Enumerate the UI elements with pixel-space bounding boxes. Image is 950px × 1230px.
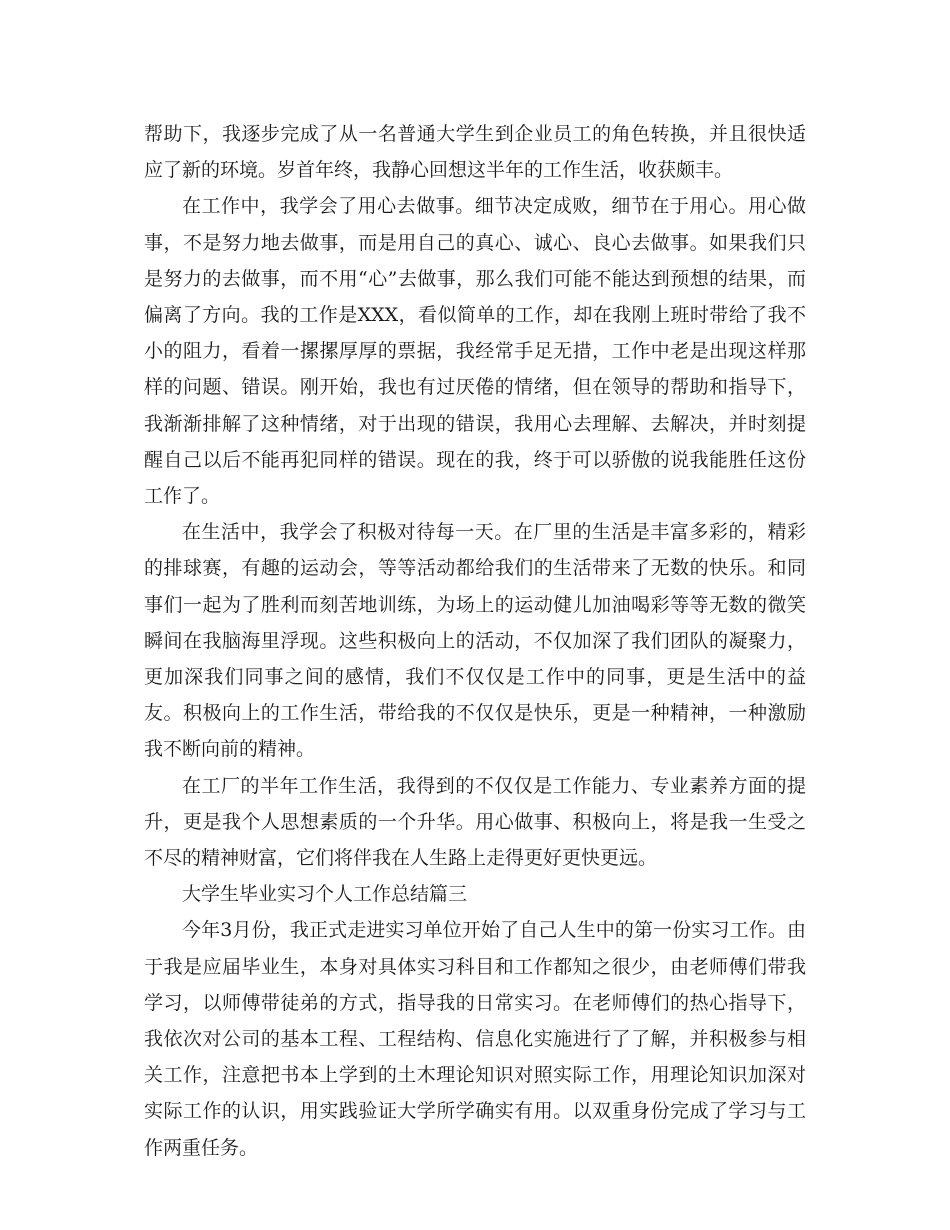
paragraph-3: 在生活中，我学会了积极对待每一天。在厂里的生活是丰富多彩的，精彩的排球赛，有趣的运动会，等等活动都给我们的生活带来了无数的快乐。和同事们一起为了胜利而刻苦地训练，为场上的运动健儿加油喝彩等等无数的微笑瞬间在我脑海里浮现。这些积极向上的活动，不仅加深了我们团队的凝聚力，更加深我们同事之间的感情，我们不仅仅是工作中的同事，更是生活中的益友。积极向上的工作生活，带给我的不仅仅是快乐，更是一种精神，一种激励我不断向前的精神。 — [144, 521, 806, 761]
document-body — [144, 116, 806, 1166]
paragraph-1: 帮助下，我逐步完成了从一名普通大学生到企业员工的角色转换，并且很快适应了新的环境。岁首年终，我静心回想这半年的工作生活，收获颇丰。 — [144, 123, 806, 182]
paragraph-2: 在工作中，我学会了用心去做事。细节决定成败，细节在于用心。用心做事，不是努力地去做事，而是用自己的真心、诚心、良心去做事。如果我们只是努力的去做事，而不用“心”去做事，那么我们可能不能达到预想的结果，而偏离了方向。我的工作是XXX，看似简单的工作，却在我刚上班时带给了我不小的阻力，看着一摞摞厚厚的票据，我经常手足无措，工作中老是出现这样那样的问题、错误。刚开始，我也有过厌倦的情绪，但在领导的帮助和指导下，我渐渐排解了这种情绪，对于出现的错误，我用心去理解、去解决，并时刻提醒自己以后不能再犯同样的错误。现在的我，终于可以骄傲的说我能胜任这份工作了。 — [144, 195, 806, 508]
paragraph-4: 在工厂的半年工作生活，我得到的不仅仅是工作能力、专业素养方面的提升，更是我个人思想素质的一个升华。用心做事、积极向上，将是我一生受之不尽的精神财富，它们将伴我在人生路上走得更好更快更远。 — [144, 774, 806, 870]
section-heading: 大学生毕业实习个人工作总结篇三 — [182, 883, 468, 906]
paragraph-5: 今年3月份，我正式走进实习单位开始了自己人生中的第一份实习工作。由于我是应届毕业生，本身对具体实习科目和工作都知之很少，由老师傅们带我学习，以师傅带徒弟的方式，指导我的日常实习。在老师傅们的热心指导下，我依次对公司的基本工程、工程结构、信息化实施进行了了解，并积极参与相关工作，注意把书本上学到的土木理论知识对照实际工作，用理论知识加深对实际工作的认识，用实践验证大学所学确实有用。以双重身份完成了学习与工作两重任务。 — [144, 919, 806, 1159]
